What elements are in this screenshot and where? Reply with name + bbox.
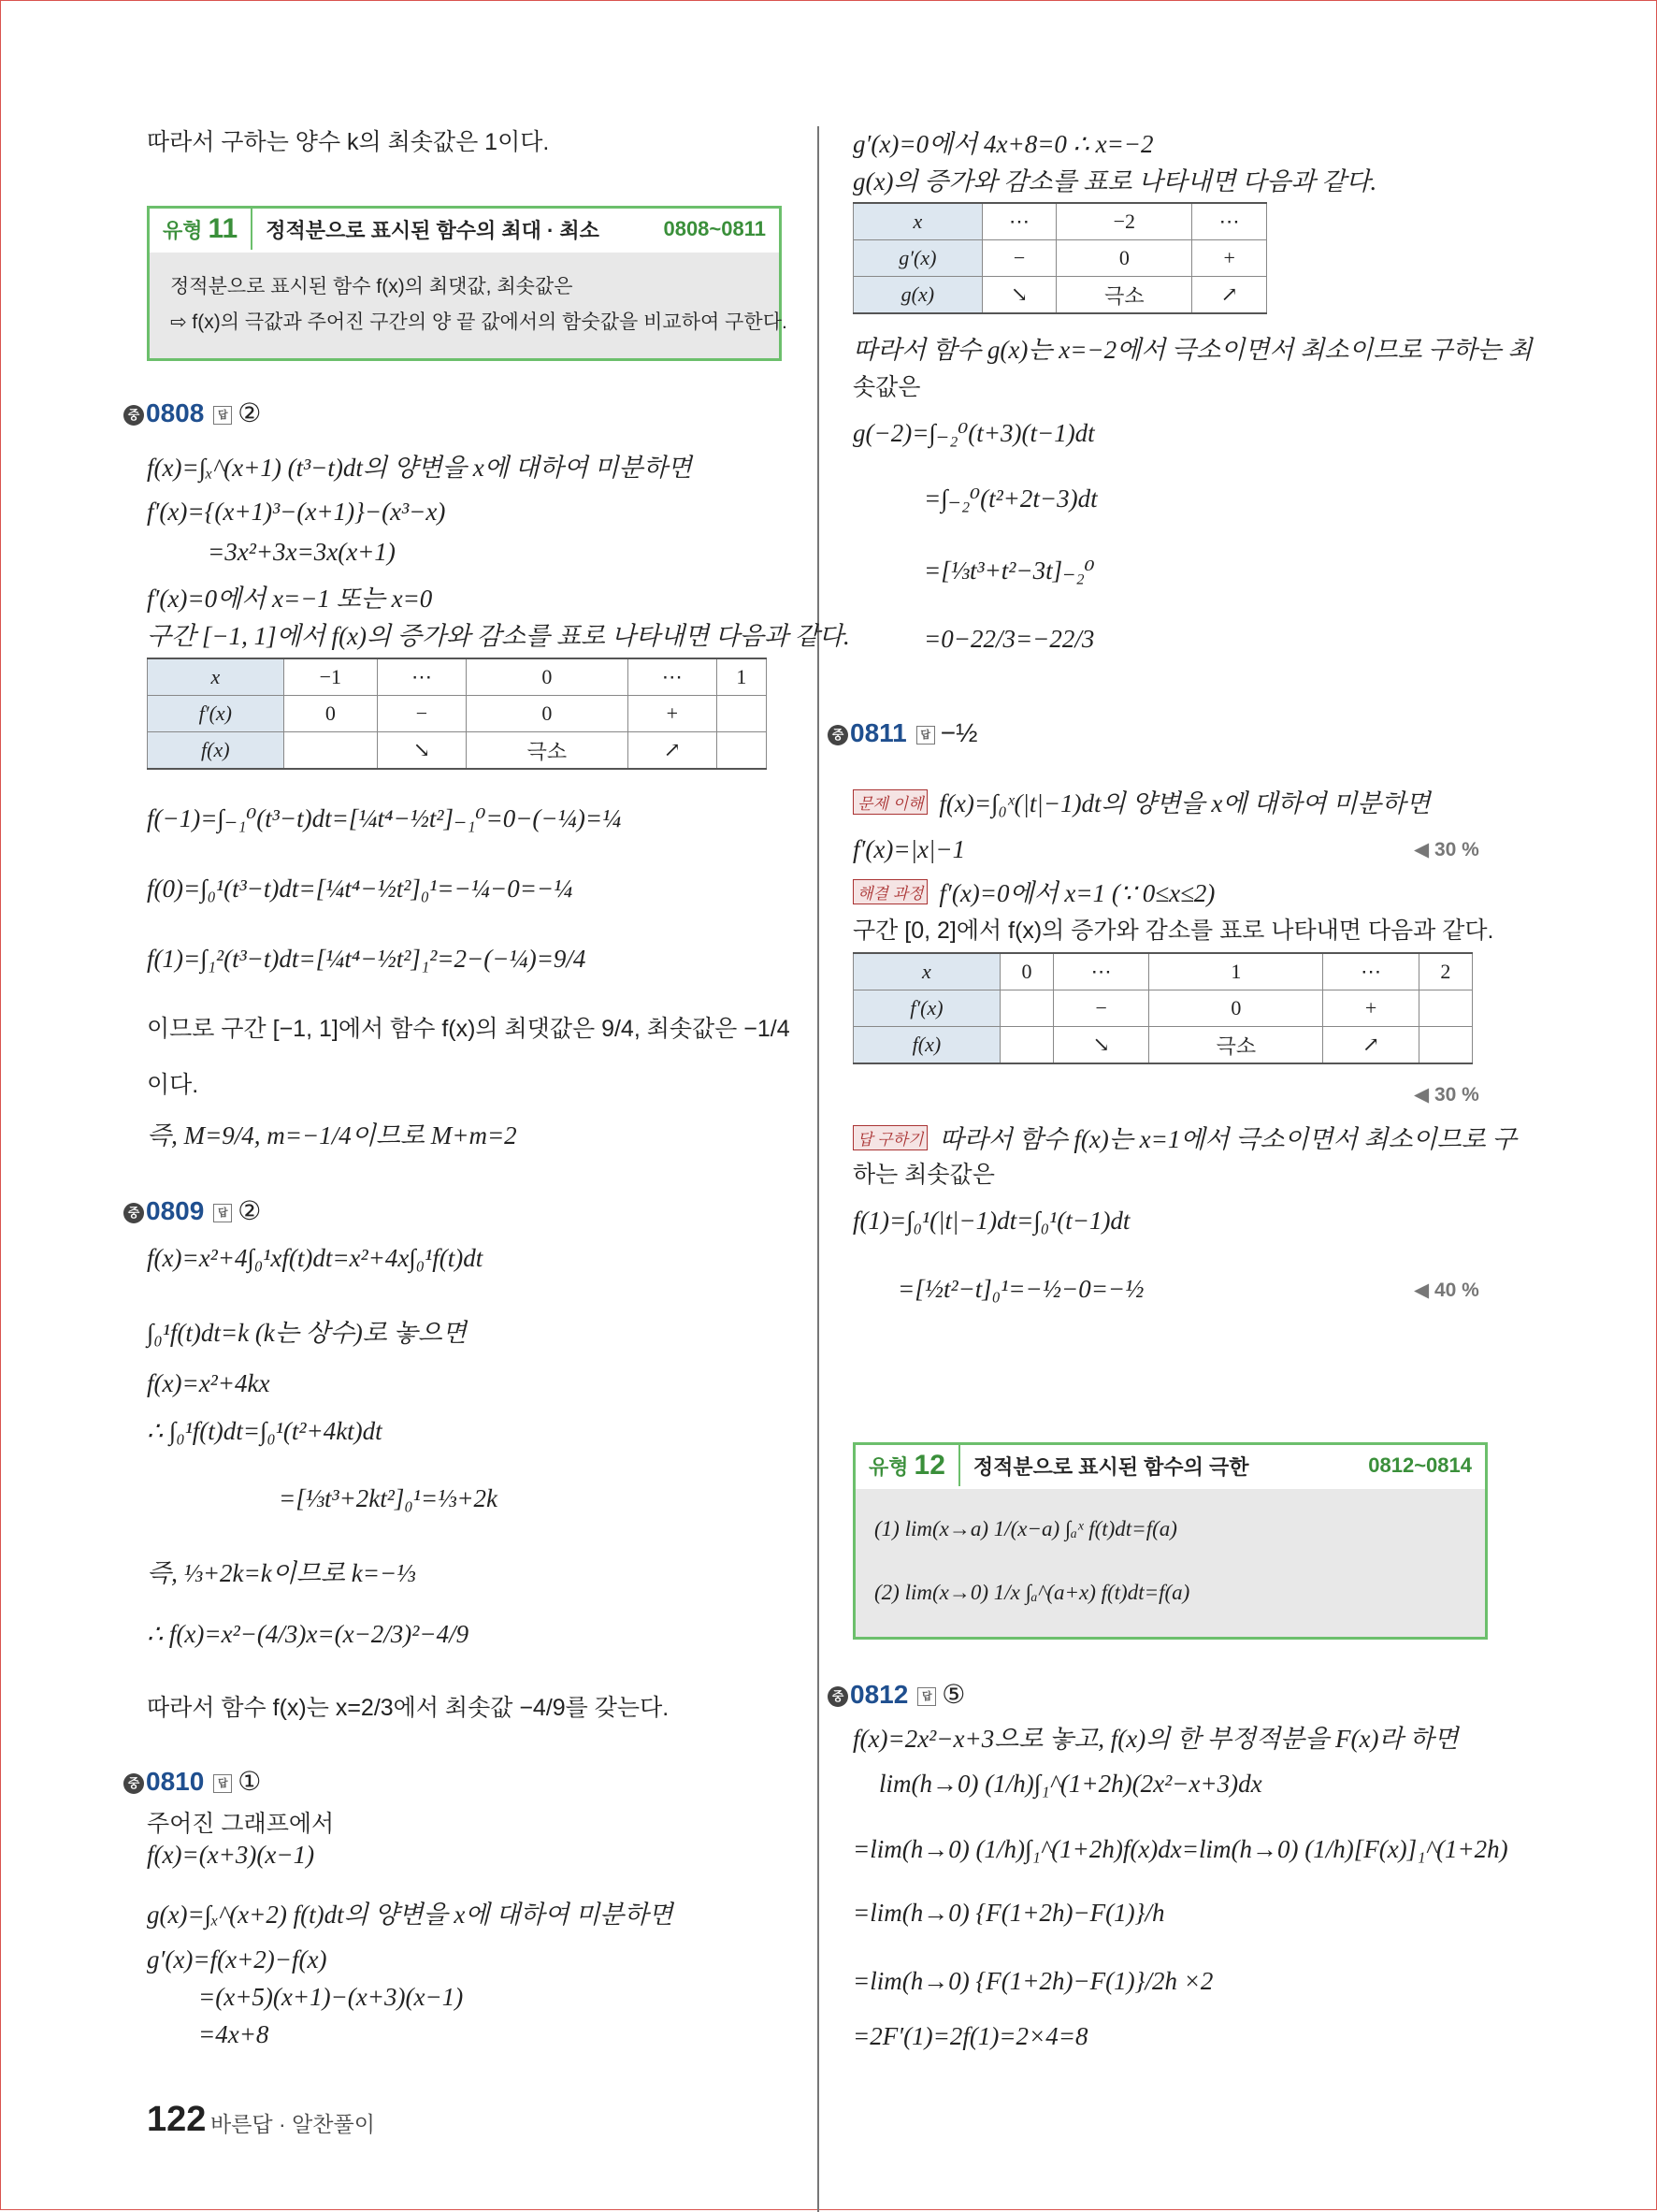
p0812-line6: =2F′(1)=2f(1)=2×4=8 (853, 2022, 1088, 2050)
answer-icon: 답 (213, 406, 232, 425)
p0810-cont-line1: g′(x)=0에서 4x+8=0 ∴ x=−2 (853, 130, 1154, 158)
p0810-line1: 주어진 그래프에서 (147, 1811, 335, 1837)
p0811-calc1: f(1)=∫₀¹(|t|−1)dt=∫₀¹(t−1)dt (853, 1207, 1131, 1235)
p0808-conc1: 이므로 구간 [−1, 1]에서 함수 f(x)의 최댓값은 9/4, 최솟값은 −1/4 (147, 1016, 790, 1042)
p0810-calc4: =0−22/3=−22/3 (924, 625, 1095, 653)
type11-body-line1: 정적분으로 표시된 함수 f(x)의 최댓값, 최솟값은 (170, 276, 573, 297)
p0809-line4: ∴ ∫₀¹f(t)dt=∫₀¹(t²+4kt)dt (147, 1417, 382, 1445)
p0811-calc2: =[½t²−t]₀¹=−½−0=−½ (898, 1275, 1145, 1303)
score-30-1: ◀ 30 % (1414, 839, 1479, 860)
problem-0809-number: 중 0809 답 ② (123, 1195, 261, 1226)
answer-icon: 답 (916, 726, 935, 745)
problem-0808-number: 중 0808 답 ② (123, 398, 261, 428)
p0809-line2: ∫₀¹f(t)dt=k (k는 상수)로 놓으면 (147, 1319, 467, 1347)
problem-0811-number: 중 0811 답 −½ (828, 718, 977, 748)
type12-formula1: (1) lim(x→a) 1/(x−a) ∫ₐˣ f(t)dt=f(a) (874, 1517, 1177, 1540)
p0810-calc2: =∫₋₂⁰(t²+2t−3)dt (924, 484, 1098, 513)
p0810-line3: g(x)=∫ₓ^(x+2) f(t)dt의 양변을 x에 대하여 미분하면 (147, 1901, 673, 1929)
type11-number: 11 (208, 213, 238, 244)
type11-range: 0808~0811 (663, 217, 766, 240)
type11-header (150, 209, 779, 250)
type12-tag: 유형 (869, 1454, 909, 1479)
type12-formula2: (2) lim(x→0) 1/x ∫ₐ^(a+x) f(t)dt=f(a) (874, 1581, 1190, 1604)
p0812-line4: =lim(h→0) {F(1+2h)−F(1)}/h (853, 1899, 1165, 1927)
p0810-line5: =(x+5)(x+1)−(x+3)(x−1) (198, 1983, 464, 2011)
intro-text: 따라서 구하는 양수 k의 최솟값은 1이다. (147, 129, 550, 155)
p0808-line3: =3x²+3x=3x(x+1) (208, 538, 396, 566)
p0808-calc1: f(−1)=∫₋₁⁰(t³−t)dt=[¼t⁴−½t²]₋₁⁰=0−(−¼)=¼ (147, 804, 622, 832)
p0809-line5: =[⅓t³+2kt²]₀¹=⅓+2k (279, 1484, 498, 1512)
type11-body (150, 253, 787, 358)
type12-body (856, 1489, 1485, 1637)
difficulty-icon: 중 (828, 725, 848, 745)
p0808-conc3: 즉, M=9/4, m=−1/4이므로 M+m=2 (147, 1121, 517, 1149)
score-30-2: ◀ 30 % (1414, 1084, 1479, 1106)
p0809-line8: 따라서 함수 f(x)는 x=2/3에서 최솟값 −4/9를 갖는다. (147, 1695, 670, 1721)
p0808-line2: f′(x)={(x+1)³−(x+1)}−(x³−x) (147, 498, 446, 526)
p0809-line1: f(x)=x²+4∫₀¹xf(t)dt=x²+4x∫₀¹f(t)dt (147, 1244, 483, 1272)
type11-body-line2: ⇨ f(x)의 극값과 주어진 구간의 양 끝 값에서의 함숫값을 비교하여 구한다. (170, 311, 787, 333)
p0812-line5: =lim(h→0) {F(1+2h)−F(1)}/2h ×2 (853, 1967, 1214, 1995)
column-divider (817, 126, 819, 2212)
p0809-line7: ∴ f(x)=x²−(4/3)x=(x−2/3)²−4/9 (147, 1620, 469, 1648)
difficulty-icon: 중 (123, 1203, 144, 1223)
p0808-line4: f′(x)=0에서 x=−1 또는 x=0 (147, 585, 433, 613)
p0811-step3b: 하는 최솟값은 (853, 1162, 995, 1188)
p0811-step3: 답 구하기 따라서 함수 f(x)는 x=1에서 극소이면서 최소이므로 구 (853, 1119, 1517, 1155)
step-tag-answer: 답 구하기 (853, 1125, 928, 1150)
type12-number: 12 (914, 1450, 945, 1481)
difficulty-icon: 중 (123, 1773, 144, 1794)
p0808-line5: 구간 [−1, 1]에서 f(x)의 증가와 감소를 표로 나타내면 다음과 같다. (147, 622, 850, 650)
step-tag-process: 해결 과정 (853, 879, 928, 904)
p0810-calc3: =[⅓t³+t²−3t]₋₂⁰ (924, 557, 1095, 585)
p0812-line3: =lim(h→0) (1/h)∫₁^(1+2h)f(x)dx=lim(h→0) (1/h)[F(x)]₁^(1+2h) (853, 1835, 1508, 1863)
p0811-step1: 문제 이해 f(x)=∫₀ˣ(|t|−1)dt의 양변을 x에 대하여 미분하면 (853, 783, 1431, 819)
footer-text: 바른답 · 알찬풀이 (210, 2112, 375, 2136)
answer-icon: 답 (213, 1774, 232, 1793)
p0810-line2: f(x)=(x+3)(x−1) (147, 1841, 315, 1869)
p0808-line1: f(x)=∫ₓ^(x+1) (t³−t)dt의 양변을 x에 대하여 미분하면 (147, 454, 692, 482)
p0810-conc2: 솟값은 (853, 374, 921, 400)
p0811-step2: 해결 과정 f′(x)=0에서 x=1 (∵ 0≤x≤2) (853, 873, 1215, 909)
p0810-conc1: 따라서 함수 g(x)는 x=−2에서 극소이면서 최소이므로 구하는 최 (853, 336, 1533, 364)
page-number: 122 (147, 2100, 207, 2139)
p0811-line2: f′(x)=|x|−1 (853, 835, 966, 863)
p0809-line6: 즉, ⅓+2k=k이므로 k=−⅓ (147, 1559, 416, 1587)
score-40: ◀ 40 % (1414, 1279, 1479, 1301)
p0810-table: x ⋯ −2 ⋯ g′(x) − 0 + g(x) ↘ 극소 ↗ (853, 202, 1267, 314)
p0812-line2: lim(h→0) (1/h)∫₁^(1+2h)(2x²−x+3)dx (879, 1770, 1262, 1798)
type12-box (853, 1442, 1488, 1640)
p0808-calc2: f(0)=∫₀¹(t³−t)dt=[¼t⁴−½t²]₀¹=−¼−0=−¼ (147, 875, 573, 903)
type11-box (147, 206, 787, 361)
p0808-table: x −1 ⋯ 0 ⋯ 1 f′(x) 0 − 0 + f(x) ↘ 극소 ↗ (147, 658, 767, 770)
type12-title: 정적분으로 표시된 함수의 극한 (973, 1454, 1249, 1479)
p0810-line4: g′(x)=f(x+2)−f(x) (147, 1945, 327, 1973)
p0810-cont-line2: g(x)의 증가와 감소를 표로 나타내면 다음과 같다. (853, 167, 1377, 195)
p0811-table: x 0 ⋯ 1 ⋯ 2 f′(x) − 0 + f(x) ↘ 극소 ↗ (853, 952, 1473, 1064)
answer-icon: 답 (213, 1204, 232, 1222)
answer-icon: 답 (917, 1687, 936, 1706)
p0808-conc2: 이다. (147, 1072, 199, 1098)
type11-title: 정적분으로 표시된 함수의 최대 · 최소 (266, 218, 599, 242)
p0809-line3: f(x)=x²+4kx (147, 1369, 270, 1397)
type12-header (856, 1445, 1485, 1486)
p0810-calc1: g(−2)=∫₋₂⁰(t+3)(t−1)dt (853, 419, 1095, 447)
p0810-line6: =4x+8 (198, 2020, 269, 2048)
difficulty-icon: 중 (828, 1686, 848, 1707)
problem-0812-number: 중 0812 답 ⑤ (828, 1679, 965, 1710)
p0811-line4: 구간 [0, 2]에서 f(x)의 증가와 감소를 표로 나타내면 다음과 같다. (853, 918, 1494, 944)
problem-0810-number: 중 0810 답 ① (123, 1766, 261, 1797)
p0812-line1: f(x)=2x²−x+3으로 놓고, f(x)의 한 부정적분을 F(x)라 하면 (853, 1725, 1459, 1753)
p0808-calc3: f(1)=∫₁²(t³−t)dt=[¼t⁴−½t²]₁²=2−(−¼)=9/4 (147, 945, 586, 973)
type12-range: 0812~0814 (1368, 1453, 1472, 1477)
type11-tag: 유형 (163, 218, 203, 242)
step-tag-understand: 문제 이해 (853, 789, 928, 815)
difficulty-icon: 중 (123, 405, 144, 426)
